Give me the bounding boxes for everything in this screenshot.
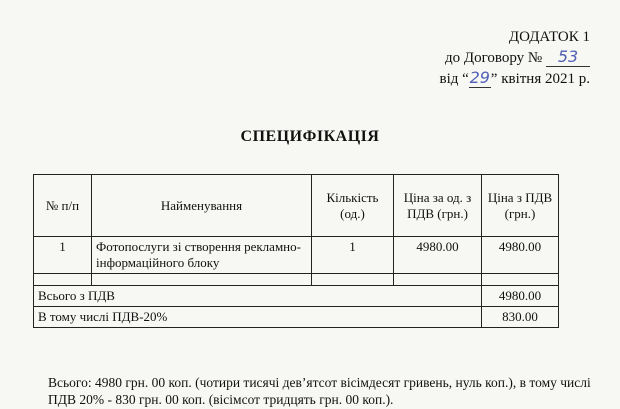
header-quantity: Кількість (од.) (312, 175, 394, 237)
table-row (34, 237, 559, 274)
appendix-header (439, 28, 590, 89)
sum-label: Всього з ПДВ (34, 286, 482, 307)
table-header-row (34, 175, 559, 237)
vat-label: В тому числі ПДВ-20% (34, 307, 482, 328)
cell-unit-price: 4980.00 (394, 237, 482, 274)
cell-quantity: 1 (312, 237, 394, 274)
header-name: Найменування (92, 175, 312, 237)
table-row-empty (34, 274, 559, 286)
contract-reference: до Договору № 53 (439, 47, 590, 68)
vat-value: 830.00 (482, 307, 559, 328)
contract-date: від “29” квітня 2021 р. (439, 68, 590, 87)
header-total-price: Ціна з ПДВ (грн.) (482, 175, 559, 237)
specification-table (33, 174, 559, 328)
table-vat-row (34, 307, 559, 328)
contract-number: 53 (546, 47, 590, 67)
sum-value: 4980.00 (482, 286, 559, 307)
header-unit-price: Ціна за од. з ПДВ (грн.) (394, 175, 482, 237)
appendix-title: ДОДАТОК 1 (508, 29, 590, 45)
cell-name: Фотопослуги зі створення рекламно-інформаційного блоку (92, 237, 312, 274)
cell-total-price: 4980.00 (482, 237, 559, 274)
cell-number: 1 (34, 237, 92, 274)
header-number: № п/п (34, 175, 92, 237)
total-amount-text: Всього: 4980 грн. 00 коп. (чотири тисячі дев’ятсот вісімдесят гривень, нуль коп.), в тому числі ПДВ 20% - 830 грн. 00 коп. (вісімсот тридцять грн. 00 коп.). (48, 375, 591, 407)
table-sum-row (34, 286, 559, 307)
contract-day: 29 (469, 68, 490, 87)
page-title: СПЕЦИФІКАЦІЯ (240, 128, 380, 145)
